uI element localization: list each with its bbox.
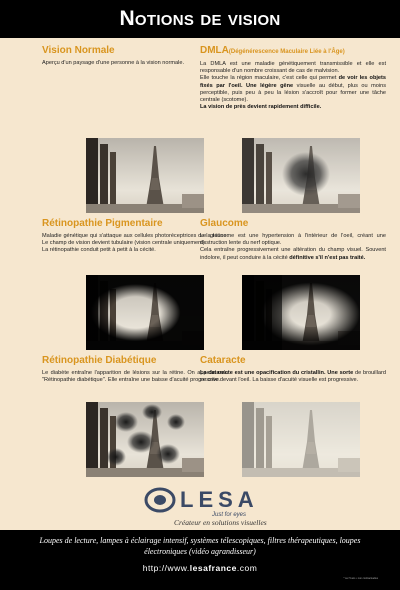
footer-fineprint: * sur 5 ans • non contractuelles (343, 577, 378, 580)
card-text: La cataracte est une opacification du cristallin. Une sorte de brouillard se crée devant l'oeil. La baisse d'acuité visuelle est progressive. (200, 370, 386, 384)
eiffel-scene-image (242, 275, 360, 350)
lesa-logo-image (140, 485, 280, 519)
footer-description: Loupes de lecture, lampes à éclairage intensif, systèmes télescopiques, filtres thérapeutiques, loupes électroniques (vidéo agrandisseur) (39, 536, 361, 556)
card-text: Aperçu d'un paysage d'une personne à la vision normale. (42, 60, 185, 66)
photo-retinopathie-diabetique (86, 402, 204, 477)
eiffel-scene-image (86, 402, 204, 477)
eiffel-scene-image (86, 138, 204, 213)
eiffel-scene-image (242, 402, 360, 477)
logo-wordmark: LESA (180, 487, 259, 512)
card-text: Le glaucome est une hypertension à l'intérieur de l'oeil, créant une destruction lente du nerf optique. Cela entraîne progressivement une altération du champ visuel. Souvent indolore, il peut conduire à la cécité définitive s'il n'est pas traité. (200, 233, 386, 261)
photo-dmla (242, 138, 360, 213)
poster-title: Notions de vision (119, 7, 281, 30)
eiffel-scene-image (242, 138, 360, 213)
poster-footer (0, 530, 400, 590)
logo-slogan: Just for eyes (212, 512, 247, 518)
card-title: Cataracte (200, 355, 246, 366)
card-text: La DMLA est une maladie génétiquement transmissible et elle est responsable d'un nombre croissant de cas de malvision. Elle touche la région maculaire, c'est celle qui permet de voir les objets fixés par l'oeil. Une légère gêne visuelle au début, plus ou moins perceptible, puis peu à peu la lésion s'accroît pour former une tâche centrale (scotome). La vision de près devient rapidement difficile. (200, 61, 387, 111)
card-title: DMLA(Dégénérescence Maculaire Liée à l'Âge) (200, 45, 345, 56)
card-text: Maladie génétique qui s'attaque aux cellules photoréceptrices de la rétine. Le champ de vision devient tubulaire (vision centrale uniquement). La rétinopathie conduit petit à petit à la cécité. (42, 233, 228, 254)
eiffel-scene-image (86, 275, 204, 350)
logo-tagline: Créateur en solutions visuelles (174, 518, 267, 527)
card-title: Vision Normale (42, 45, 115, 56)
card-text: Le diabète entraîne l'apparition de lésions sur la rétine. On appelle cela "Rétinopathie diabétique". Elle entraîne une baisse d'acuité progressive. (42, 370, 228, 384)
poster-header (0, 0, 400, 38)
photo-retinopathie-pigmentaire (86, 275, 204, 350)
card-title: Glaucome (200, 218, 249, 229)
photo-glaucome (242, 275, 360, 350)
photo-normal-vision (86, 138, 204, 213)
photo-cataracte (242, 402, 360, 477)
lesa-logo (140, 485, 280, 527)
card-subtitle: (Dégénérescence Maculaire Liée à l'Âge) (228, 49, 345, 55)
card-title: Rétinopathie Diabétique (42, 355, 157, 366)
card-title: Rétinopathie Pigmentaire (42, 218, 163, 229)
footer-url[interactable]: http://www.lesafrance.com (142, 563, 258, 573)
